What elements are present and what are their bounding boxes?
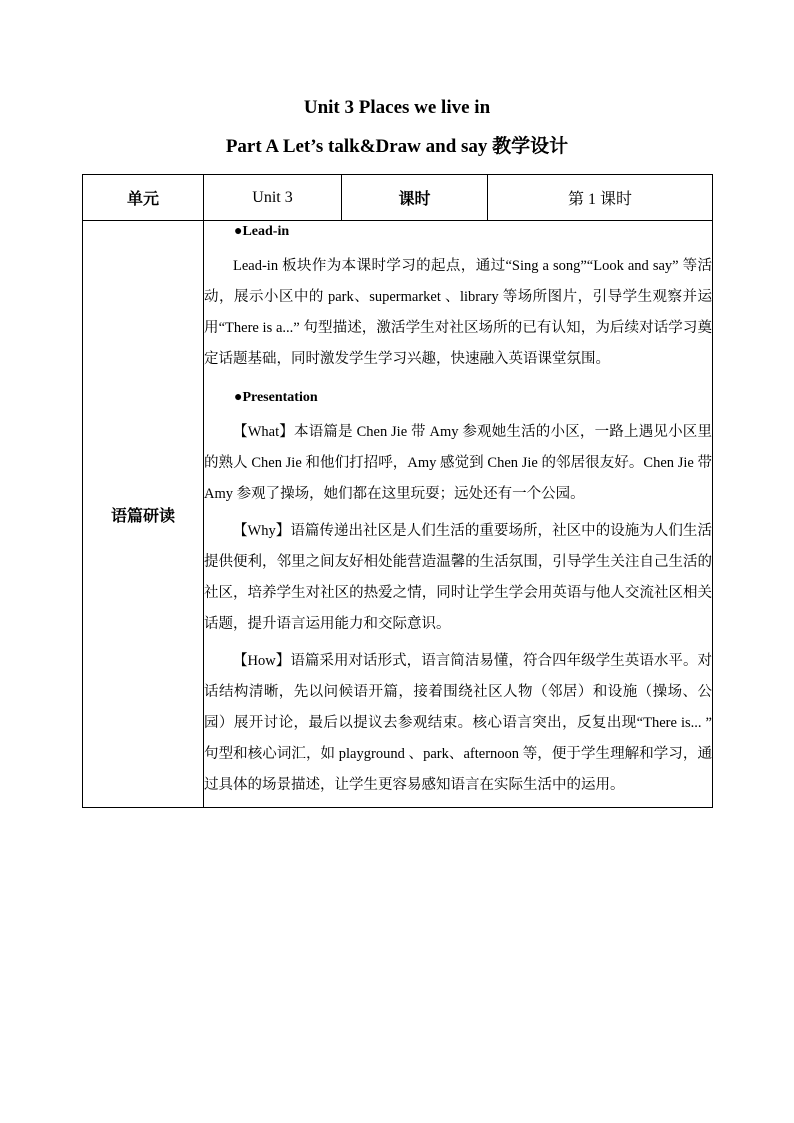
- lesson-design-table: [82, 174, 713, 808]
- text-analysis-label: 语篇研读: [83, 221, 204, 808]
- presentation-heading: ●Presentation: [234, 390, 318, 405]
- unit-value-cell: Unit 3: [204, 175, 342, 221]
- table-header-row: [83, 175, 713, 221]
- text-analysis-content: [204, 221, 713, 808]
- what-paragraph: 【What】本语篇是 Chen Jie 带 Amy 参观她生活的小区，一路上遇见小区里的熟人 Chen Jie 和他们打招呼，Amy 感觉到 Chen Jie 的邻居很友好。Chen Jie 带 Amy 参观了操场，她们都在这里玩耍；远处还有一个公园。: [204, 424, 712, 502]
- unit-label-cell: 单元: [83, 175, 204, 221]
- unit-title: Unit 3 Places we live in: [303, 97, 491, 118]
- why-paragraph: 【Why】语篇传递出社区是人们生活的重要场所，社区中的设施为人们生活提供便利，邻里之间友好相处能营造温馨的生活氛围，引导学生关注自己生活的社区，培养学生对社区的热爱之情，同时让学生学会用英语与他人交流社区相关话题，提升语言运用能力和交际意识。: [204, 523, 712, 632]
- text-analysis-row: [83, 221, 713, 808]
- lesson-title: Part A Let’s talk&Draw and say 教学设计: [225, 136, 569, 157]
- leadin-paragraph: Lead-in 板块作为本课时学习的起点，通过“Sing a song”“Look and say” 等活动，展示小区中的 park、supermarket 、library 等场所图片，引导学生观察并运用“There is a...” 句型描述，激活学生对社区场所的已有认知，为后续对话学习奠定话题基础，同时激发学生学习兴趣，快速融入英语课堂氛围。: [204, 258, 712, 367]
- how-paragraph: 【How】语篇采用对话形式，语言简洁易懂，符合四年级学生英语水平。对话结构清晰，先以问候语开篇，接着围绕社区人物（邻居）和设施（操场、公园）展开讨论，最后以提议去参观结束。核心语言突出，反复出现“There is... ” 句型和核心词汇，如 playground 、park、afternoon 等，便于学生理解和学习，通过具体的场景描述，让学生更容易感知语言在实际生活中的运用。: [204, 653, 712, 793]
- period-label-cell: 课时: [342, 175, 488, 221]
- leadin-heading: ●Lead-in: [234, 224, 290, 239]
- period-value-cell: 第 1 课时: [488, 175, 713, 221]
